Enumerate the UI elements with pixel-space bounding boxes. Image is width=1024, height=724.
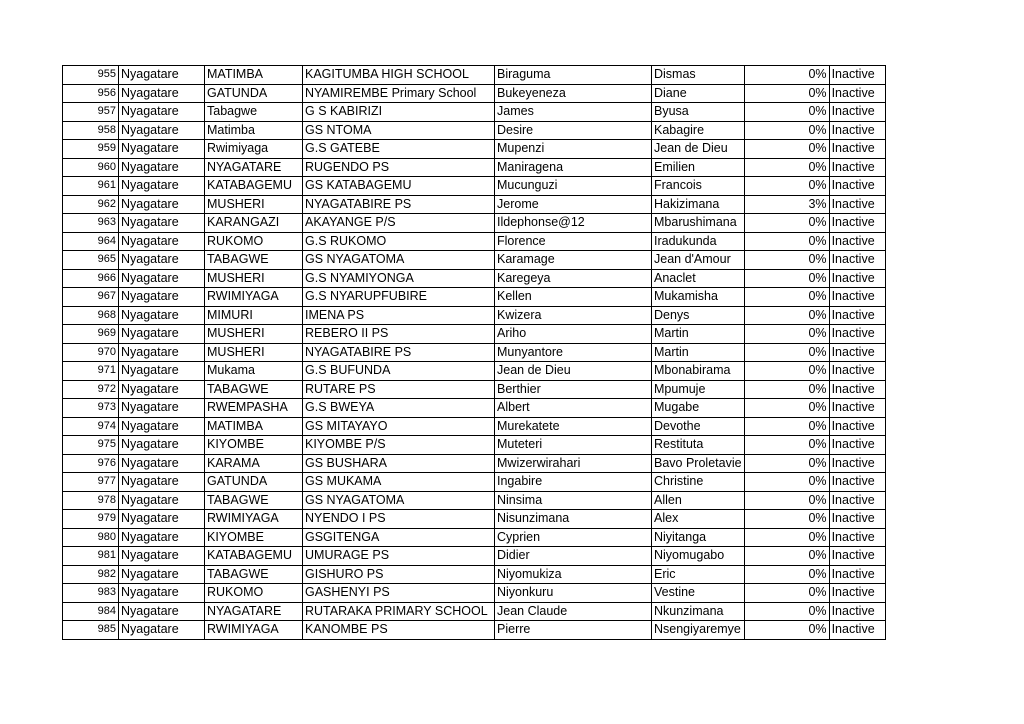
progress-cell: 3% (744, 195, 829, 214)
school-cell: G.S RUKOMO (303, 232, 495, 251)
progress-cell: 0% (744, 399, 829, 418)
school-cell: GS BUSHARA (303, 454, 495, 473)
row-number: 965 (63, 251, 119, 270)
row-number: 962 (63, 195, 119, 214)
row-number: 969 (63, 325, 119, 344)
table-row (63, 491, 886, 510)
status-cell: Inactive (829, 121, 885, 140)
progress-cell: 0% (744, 269, 829, 288)
district-cell: Nyagatare (119, 362, 205, 381)
progress-cell: 0% (744, 565, 829, 584)
table-row (63, 288, 886, 307)
table-row (63, 362, 886, 381)
last-name-cell: Devothe (652, 417, 745, 436)
school-cell: G S KABIRIZI (303, 103, 495, 122)
sector-cell: NYAGATARE (205, 602, 303, 621)
last-name-cell: Niyomugabo (652, 547, 745, 566)
last-name-cell: Vestine (652, 584, 745, 603)
school-cell: IMENA PS (303, 306, 495, 325)
progress-cell: 0% (744, 417, 829, 436)
district-cell: Nyagatare (119, 269, 205, 288)
first-name-cell: Kwizera (495, 306, 652, 325)
status-cell: Inactive (829, 547, 885, 566)
table-row (63, 103, 886, 122)
last-name-cell: Martin (652, 343, 745, 362)
school-cell: RUGENDO PS (303, 158, 495, 177)
sector-cell: MUSHERI (205, 343, 303, 362)
last-name-cell: Dismas (652, 66, 745, 85)
row-number: 956 (63, 84, 119, 103)
first-name-cell: Bukeyeneza (495, 84, 652, 103)
row-number: 967 (63, 288, 119, 307)
district-cell: Nyagatare (119, 565, 205, 584)
last-name-cell: Christine (652, 473, 745, 492)
progress-cell: 0% (744, 103, 829, 122)
status-cell: Inactive (829, 473, 885, 492)
school-cell: GISHURO PS (303, 565, 495, 584)
district-cell: Nyagatare (119, 177, 205, 196)
sector-cell: Matimba (205, 121, 303, 140)
table-row (63, 177, 886, 196)
status-cell: Inactive (829, 454, 885, 473)
status-cell: Inactive (829, 66, 885, 85)
school-cell: RUTARAKA PRIMARY SCHOOL (303, 602, 495, 621)
status-cell: Inactive (829, 177, 885, 196)
last-name-cell: Anaclet (652, 269, 745, 288)
status-cell: Inactive (829, 584, 885, 603)
row-number: 955 (63, 66, 119, 85)
first-name-cell: Ariho (495, 325, 652, 344)
first-name-cell: Murekatete (495, 417, 652, 436)
first-name-cell: Ninsima (495, 491, 652, 510)
first-name-cell: Muteteri (495, 436, 652, 455)
table-row (63, 158, 886, 177)
progress-cell: 0% (744, 177, 829, 196)
last-name-cell: Mbonabirama (652, 362, 745, 381)
district-cell: Nyagatare (119, 473, 205, 492)
school-cell: GS MITAYAYO (303, 417, 495, 436)
status-cell: Inactive (829, 140, 885, 159)
table-row (63, 66, 886, 85)
last-name-cell: Mukamisha (652, 288, 745, 307)
table-row (63, 565, 886, 584)
row-number: 960 (63, 158, 119, 177)
last-name-cell: Restituta (652, 436, 745, 455)
district-cell: Nyagatare (119, 140, 205, 159)
status-cell: Inactive (829, 158, 885, 177)
status-cell: Inactive (829, 232, 885, 251)
status-cell: Inactive (829, 399, 885, 418)
school-cell: GS NTOMA (303, 121, 495, 140)
first-name-cell: Jean Claude (495, 602, 652, 621)
table-row (63, 602, 886, 621)
first-name-cell: Cyprien (495, 528, 652, 547)
status-cell: Inactive (829, 306, 885, 325)
last-name-cell: Diane (652, 84, 745, 103)
district-cell: Nyagatare (119, 306, 205, 325)
table-row (63, 473, 886, 492)
sector-cell: MATIMBA (205, 66, 303, 85)
district-cell: Nyagatare (119, 325, 205, 344)
school-cell: AKAYANGE P/S (303, 214, 495, 233)
district-cell: Nyagatare (119, 547, 205, 566)
last-name-cell: Martin (652, 325, 745, 344)
school-cell: RUTARE PS (303, 380, 495, 399)
last-name-cell: Allen (652, 491, 745, 510)
school-cell: G.S NYAMIYONGA (303, 269, 495, 288)
first-name-cell: Mupenzi (495, 140, 652, 159)
school-cell: UMURAGE PS (303, 547, 495, 566)
last-name-cell: Byusa (652, 103, 745, 122)
sector-cell: GATUNDA (205, 84, 303, 103)
last-name-cell: Mugabe (652, 399, 745, 418)
sector-cell: TABAGWE (205, 380, 303, 399)
first-name-cell: Albert (495, 399, 652, 418)
progress-cell: 0% (744, 491, 829, 510)
last-name-cell: Denys (652, 306, 745, 325)
progress-cell: 0% (744, 66, 829, 85)
first-name-cell: Kellen (495, 288, 652, 307)
status-cell: Inactive (829, 362, 885, 381)
district-cell: Nyagatare (119, 288, 205, 307)
sector-cell: RWIMIYAGA (205, 510, 303, 529)
sector-cell: KIYOMBE (205, 528, 303, 547)
first-name-cell: Desire (495, 121, 652, 140)
row-number: 957 (63, 103, 119, 122)
table-row (63, 121, 886, 140)
first-name-cell: Mwizerwirahari (495, 454, 652, 473)
first-name-cell: James (495, 103, 652, 122)
row-number: 958 (63, 121, 119, 140)
status-cell: Inactive (829, 436, 885, 455)
school-cell: GS MUKAMA (303, 473, 495, 492)
district-cell: Nyagatare (119, 584, 205, 603)
last-name-cell: Hakizimana (652, 195, 745, 214)
school-cell: KIYOMBE P/S (303, 436, 495, 455)
table-row (63, 306, 886, 325)
last-name-cell: Francois (652, 177, 745, 196)
row-number: 966 (63, 269, 119, 288)
status-cell: Inactive (829, 214, 885, 233)
progress-cell: 0% (744, 232, 829, 251)
last-name-cell: Mpumuje (652, 380, 745, 399)
school-cell: GS NYAGATOMA (303, 251, 495, 270)
last-name-cell: Jean de Dieu (652, 140, 745, 159)
row-number: 978 (63, 491, 119, 510)
school-cell: NYAMIREMBE Primary School (303, 84, 495, 103)
last-name-cell: Emilien (652, 158, 745, 177)
sector-cell: KATABAGEMU (205, 547, 303, 566)
first-name-cell: Munyantore (495, 343, 652, 362)
table-row (63, 417, 886, 436)
last-name-cell: Nkunzimana (652, 602, 745, 621)
status-cell: Inactive (829, 251, 885, 270)
district-cell: Nyagatare (119, 491, 205, 510)
school-cell: G.S NYARUPFUBIRE (303, 288, 495, 307)
progress-cell: 0% (744, 584, 829, 603)
district-cell: Nyagatare (119, 158, 205, 177)
table-row (63, 399, 886, 418)
district-cell: Nyagatare (119, 510, 205, 529)
status-cell: Inactive (829, 380, 885, 399)
row-number: 982 (63, 565, 119, 584)
row-number: 970 (63, 343, 119, 362)
last-name-cell: Jean d'Amour (652, 251, 745, 270)
table-row (63, 584, 886, 603)
first-name-cell: Florence (495, 232, 652, 251)
district-cell: Nyagatare (119, 103, 205, 122)
progress-cell: 0% (744, 454, 829, 473)
sector-cell: KARAMA (205, 454, 303, 473)
row-number: 983 (63, 584, 119, 603)
first-name-cell: Niyonkuru (495, 584, 652, 603)
status-cell: Inactive (829, 565, 885, 584)
progress-cell: 0% (744, 214, 829, 233)
table-row (63, 84, 886, 103)
table-row (63, 214, 886, 233)
sector-cell: KATABAGEMU (205, 177, 303, 196)
progress-cell: 0% (744, 380, 829, 399)
progress-cell: 0% (744, 473, 829, 492)
school-cell: GS NYAGATOMA (303, 491, 495, 510)
status-cell: Inactive (829, 103, 885, 122)
row-number: 975 (63, 436, 119, 455)
school-cell: G.S GATEBE (303, 140, 495, 159)
progress-cell: 0% (744, 306, 829, 325)
progress-cell: 0% (744, 547, 829, 566)
sector-cell: Rwimiyaga (205, 140, 303, 159)
row-number: 971 (63, 362, 119, 381)
sector-cell: RUKOMO (205, 232, 303, 251)
progress-cell: 0% (744, 362, 829, 381)
first-name-cell: Ingabire (495, 473, 652, 492)
table-row (63, 269, 886, 288)
first-name-cell: Maniragena (495, 158, 652, 177)
sector-cell: TABAGWE (205, 491, 303, 510)
school-cell: GSGITENGA (303, 528, 495, 547)
first-name-cell: Berthier (495, 380, 652, 399)
sector-cell: RWIMIYAGA (205, 288, 303, 307)
school-cell: KAGITUMBA HIGH SCHOOL (303, 66, 495, 85)
district-cell: Nyagatare (119, 528, 205, 547)
sector-cell: NYAGATARE (205, 158, 303, 177)
table-row (63, 195, 886, 214)
row-number: 973 (63, 399, 119, 418)
progress-cell: 0% (744, 251, 829, 270)
table-row (63, 436, 886, 455)
district-cell: Nyagatare (119, 454, 205, 473)
sector-cell: RUKOMO (205, 584, 303, 603)
school-cell: REBERO II PS (303, 325, 495, 344)
progress-cell: 0% (744, 325, 829, 344)
table-row (63, 547, 886, 566)
sector-cell: TABAGWE (205, 565, 303, 584)
last-name-cell: Bavo Proletavie (652, 454, 745, 473)
district-cell: Nyagatare (119, 380, 205, 399)
table-row (63, 454, 886, 473)
sector-cell: TABAGWE (205, 251, 303, 270)
table-row (63, 232, 886, 251)
table-row (63, 380, 886, 399)
first-name-cell: Jerome (495, 195, 652, 214)
district-cell: Nyagatare (119, 195, 205, 214)
status-cell: Inactive (829, 325, 885, 344)
sector-cell: KIYOMBE (205, 436, 303, 455)
school-cell: G.S BWEYA (303, 399, 495, 418)
progress-cell: 0% (744, 84, 829, 103)
school-cell: KANOMBE PS (303, 621, 495, 640)
district-cell: Nyagatare (119, 121, 205, 140)
last-name-cell: Nsengiyaremye (652, 621, 745, 640)
row-number: 984 (63, 602, 119, 621)
status-cell: Inactive (829, 343, 885, 362)
sector-cell: Tabagwe (205, 103, 303, 122)
row-number: 980 (63, 528, 119, 547)
last-name-cell: Alex (652, 510, 745, 529)
school-cell: GS KATABAGEMU (303, 177, 495, 196)
row-number: 981 (63, 547, 119, 566)
district-cell: Nyagatare (119, 621, 205, 640)
row-number: 959 (63, 140, 119, 159)
school-cell: NYENDO I PS (303, 510, 495, 529)
status-cell: Inactive (829, 84, 885, 103)
progress-cell: 0% (744, 436, 829, 455)
first-name-cell: Pierre (495, 621, 652, 640)
table-row (63, 140, 886, 159)
table-row (63, 325, 886, 344)
table-row (63, 528, 886, 547)
first-name-cell: Ildephonse@12 (495, 214, 652, 233)
last-name-cell: Iradukunda (652, 232, 745, 251)
district-cell: Nyagatare (119, 436, 205, 455)
district-cell: Nyagatare (119, 343, 205, 362)
status-cell: Inactive (829, 491, 885, 510)
first-name-cell: Didier (495, 547, 652, 566)
status-cell: Inactive (829, 269, 885, 288)
district-cell: Nyagatare (119, 214, 205, 233)
sector-cell: MIMURI (205, 306, 303, 325)
row-number: 985 (63, 621, 119, 640)
progress-cell: 0% (744, 602, 829, 621)
first-name-cell: Karamage (495, 251, 652, 270)
last-name-cell: Niyitanga (652, 528, 745, 547)
school-cell: G.S BUFUNDA (303, 362, 495, 381)
row-number: 964 (63, 232, 119, 251)
status-cell: Inactive (829, 195, 885, 214)
progress-cell: 0% (744, 621, 829, 640)
status-cell: Inactive (829, 288, 885, 307)
progress-cell: 0% (744, 528, 829, 547)
school-cell: GASHENYI PS (303, 584, 495, 603)
progress-cell: 0% (744, 343, 829, 362)
first-name-cell: Nisunzimana (495, 510, 652, 529)
district-cell: Nyagatare (119, 251, 205, 270)
district-cell: Nyagatare (119, 66, 205, 85)
row-number: 972 (63, 380, 119, 399)
district-cell: Nyagatare (119, 84, 205, 103)
status-cell: Inactive (829, 602, 885, 621)
row-number: 976 (63, 454, 119, 473)
district-cell: Nyagatare (119, 417, 205, 436)
sector-cell: MUSHERI (205, 195, 303, 214)
row-number: 979 (63, 510, 119, 529)
first-name-cell: Niyomukiza (495, 565, 652, 584)
table-body (63, 66, 886, 640)
first-name-cell: Mucunguzi (495, 177, 652, 196)
table-row (63, 343, 886, 362)
progress-cell: 0% (744, 158, 829, 177)
row-number: 961 (63, 177, 119, 196)
school-cell: NYAGATABIRE PS (303, 343, 495, 362)
status-cell: Inactive (829, 621, 885, 640)
row-number: 974 (63, 417, 119, 436)
school-cell: NYAGATABIRE PS (303, 195, 495, 214)
district-cell: Nyagatare (119, 399, 205, 418)
spreadsheet-table (62, 65, 886, 640)
first-name-cell: Karegeya (495, 269, 652, 288)
sector-cell: Mukama (205, 362, 303, 381)
status-cell: Inactive (829, 528, 885, 547)
row-number: 963 (63, 214, 119, 233)
progress-cell: 0% (744, 288, 829, 307)
progress-cell: 0% (744, 121, 829, 140)
table-row (63, 251, 886, 270)
sector-cell: KARANGAZI (205, 214, 303, 233)
district-cell: Nyagatare (119, 602, 205, 621)
sector-cell: MUSHERI (205, 269, 303, 288)
last-name-cell: Kabagire (652, 121, 745, 140)
district-cell: Nyagatare (119, 232, 205, 251)
table-row (63, 621, 886, 640)
sector-cell: RWEMPASHA (205, 399, 303, 418)
table-row (63, 510, 886, 529)
sector-cell: GATUNDA (205, 473, 303, 492)
status-cell: Inactive (829, 417, 885, 436)
sector-cell: MATIMBA (205, 417, 303, 436)
progress-cell: 0% (744, 140, 829, 159)
row-number: 968 (63, 306, 119, 325)
progress-cell: 0% (744, 510, 829, 529)
first-name-cell: Jean de Dieu (495, 362, 652, 381)
sector-cell: MUSHERI (205, 325, 303, 344)
row-number: 977 (63, 473, 119, 492)
last-name-cell: Mbarushimana (652, 214, 745, 233)
first-name-cell: Biraguma (495, 66, 652, 85)
status-cell: Inactive (829, 510, 885, 529)
sector-cell: RWIMIYAGA (205, 621, 303, 640)
last-name-cell: Eric (652, 565, 745, 584)
